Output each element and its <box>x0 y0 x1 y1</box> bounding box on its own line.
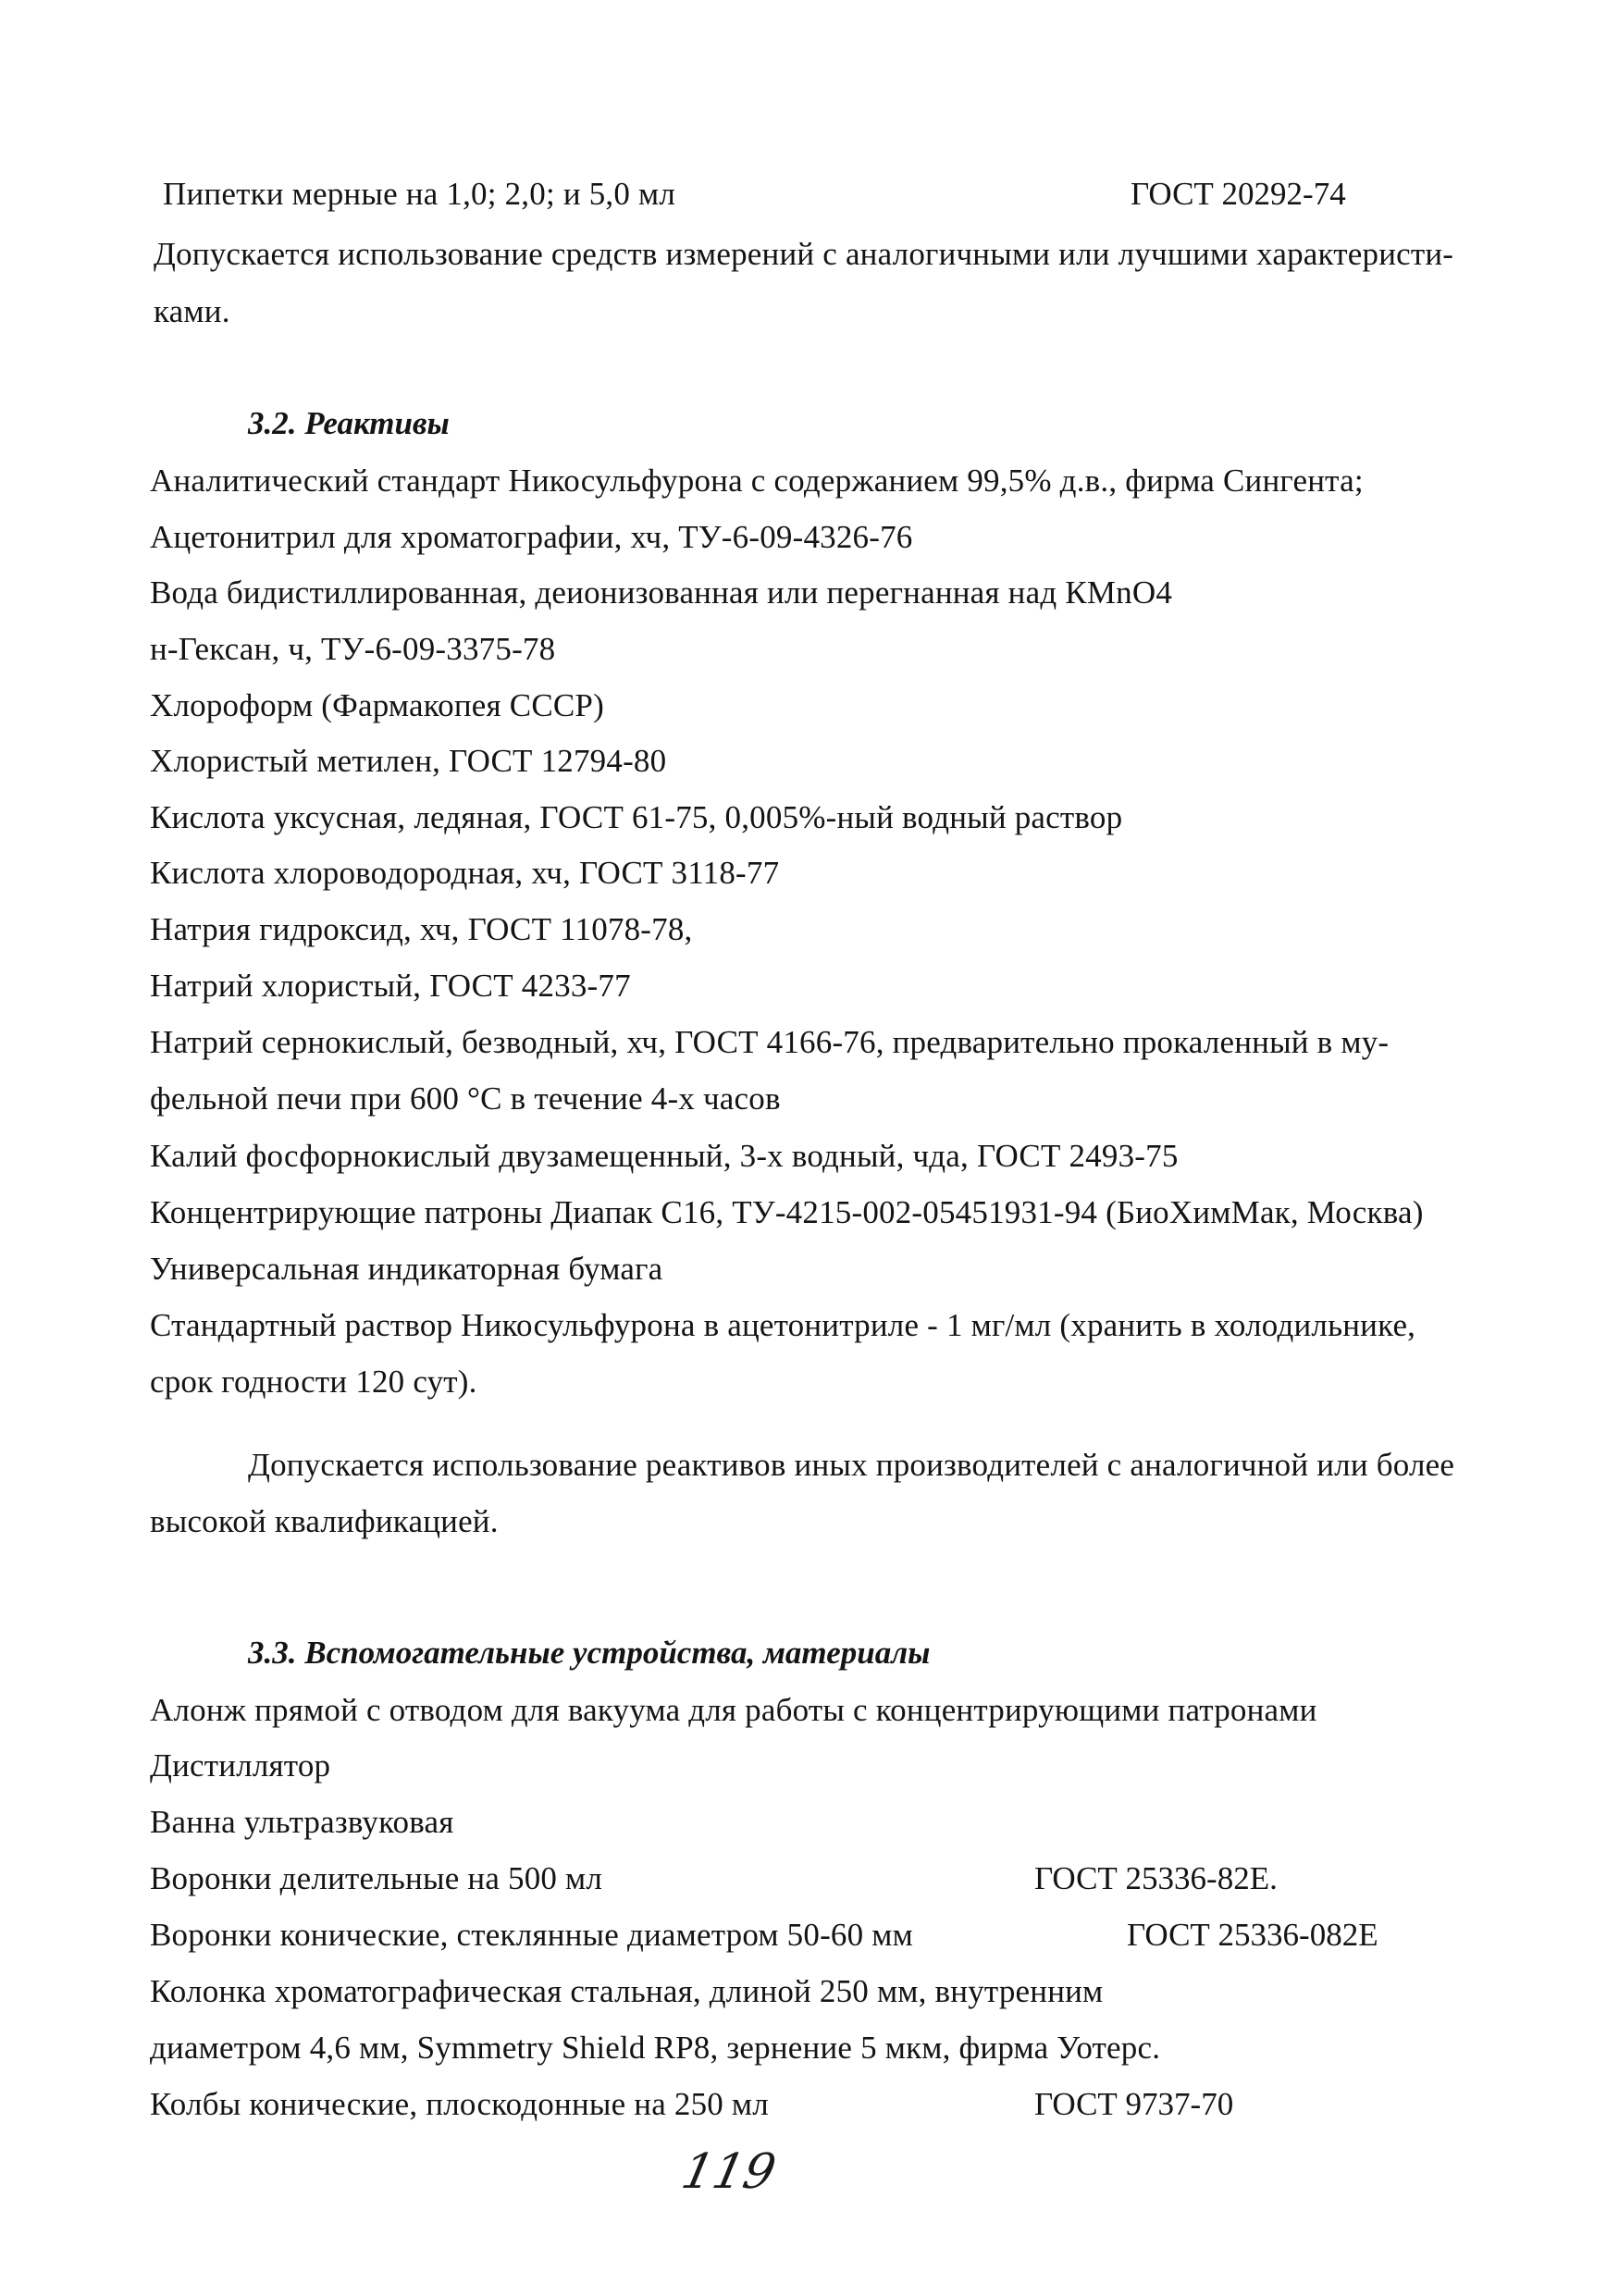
reagents-allowance-line-2: высокой квалификацией. <box>150 1503 499 1539</box>
reagent-item: Хлороформ (Фармакопея СССР) <box>150 687 604 723</box>
reagent-item: Калий фосфорнокислый двузамещенный, 3-х водный, чда, ГОСТ 2493-75 <box>150 1138 1179 1174</box>
equipment-item-continuation: диаметром 4,6 мм, Symmetry Shield RP8, зернение 5 мкм, фирма Уотерс. <box>150 2030 1161 2066</box>
equipment-gost-ref: ГОСТ 25336-82Е. <box>1034 1860 1278 1896</box>
page-number: 119 <box>676 2144 781 2200</box>
equipment-item: Дистиллятор <box>150 1747 331 1784</box>
reagent-item: Ацетонитрил для хроматографии, хч, ТУ-6-09-4326-76 <box>150 519 913 555</box>
instruments-allowance-line-1: Допускается использование средств измерений с аналогичными или лучшими характеристи- <box>154 236 1454 272</box>
equipment-item: Воронки делительные на 500 мл <box>150 1860 603 1896</box>
reagent-item-continuation: срок годности 120 сут). <box>150 1364 477 1400</box>
reagent-item: Натрия гидроксид, хч, ГОСТ 11078-78, <box>150 911 693 947</box>
reagent-item: Концентрирующие патроны Диапак С16, ТУ-4215-002-05451931-94 (БиоХимМак, Москва) <box>150 1194 1424 1230</box>
equipment-item: Алонж прямой с отводом для вакуума для работы с концентрирующими патронами <box>150 1692 1317 1728</box>
instruments-allowance-line-2: ками. <box>154 293 230 329</box>
reagents-allowance-line-1: Допускается использование реактивов иных производителей с аналогичной или более <box>248 1447 1455 1483</box>
equipment-gost-ref: ГОСТ 9737-70 <box>1034 2086 1234 2122</box>
equipment-item: Ванна ультразвуковая <box>150 1804 454 1840</box>
reagent-item-continuation: фельной печи при 600 °С в течение 4-х часов <box>150 1080 781 1117</box>
reagent-item: Натрий хлористый, ГОСТ 4233-77 <box>150 968 631 1004</box>
equipment-item: Воронки конические, стеклянные диаметром 50-60 мм <box>150 1917 913 1953</box>
section-3-2-heading: 3.2. Реактивы <box>248 405 450 441</box>
reagent-item: Кислота хлороводородная, хч, ГОСТ 3118-77 <box>150 855 780 891</box>
reagent-item: Универсальная индикаторная бумага <box>150 1251 663 1287</box>
equipment-gost-ref: ГОСТ 25336-082Е <box>1127 1917 1378 1953</box>
reagent-item: Вода бидистиллированная, деионизованная или перегнанная над КМnО4 <box>150 574 1173 611</box>
reagent-item: н-Гексан, ч, ТУ-6-09-3375-78 <box>150 631 556 667</box>
pipettes-line: Пипетки мерные на 1,0; 2,0; и 5,0 мл <box>163 176 676 212</box>
reagent-item: Натрий сернокислый, безводный, хч, ГОСТ 4166-76, предварительно прокаленный в му- <box>150 1024 1390 1060</box>
section-3-3-heading: 3.3. Вспомогательные устройства, материалы <box>248 1635 931 1671</box>
reagent-item: Аналитический стандарт Никосульфурона с содержанием 99,5% д.в., фирма Сингента; <box>150 463 1364 499</box>
equipment-item: Колонка хроматографическая стальная, длиной 250 мм, внутренним <box>150 1973 1104 2009</box>
reagent-item: Кислота уксусная, ледяная, ГОСТ 61-75, 0,005%-ный водный раствор <box>150 799 1123 835</box>
equipment-item: Колбы конические, плоскодонные на 250 мл <box>150 2086 769 2122</box>
pipettes-gost-ref: ГОСТ 20292-74 <box>1131 176 1346 212</box>
reagent-item: Стандартный раствор Никосульфурона в ацетонитриле - 1 мг/мл (хранить в холодильнике, <box>150 1307 1416 1343</box>
reagent-item: Хлористый метилен, ГОСТ 12794-80 <box>150 743 667 779</box>
